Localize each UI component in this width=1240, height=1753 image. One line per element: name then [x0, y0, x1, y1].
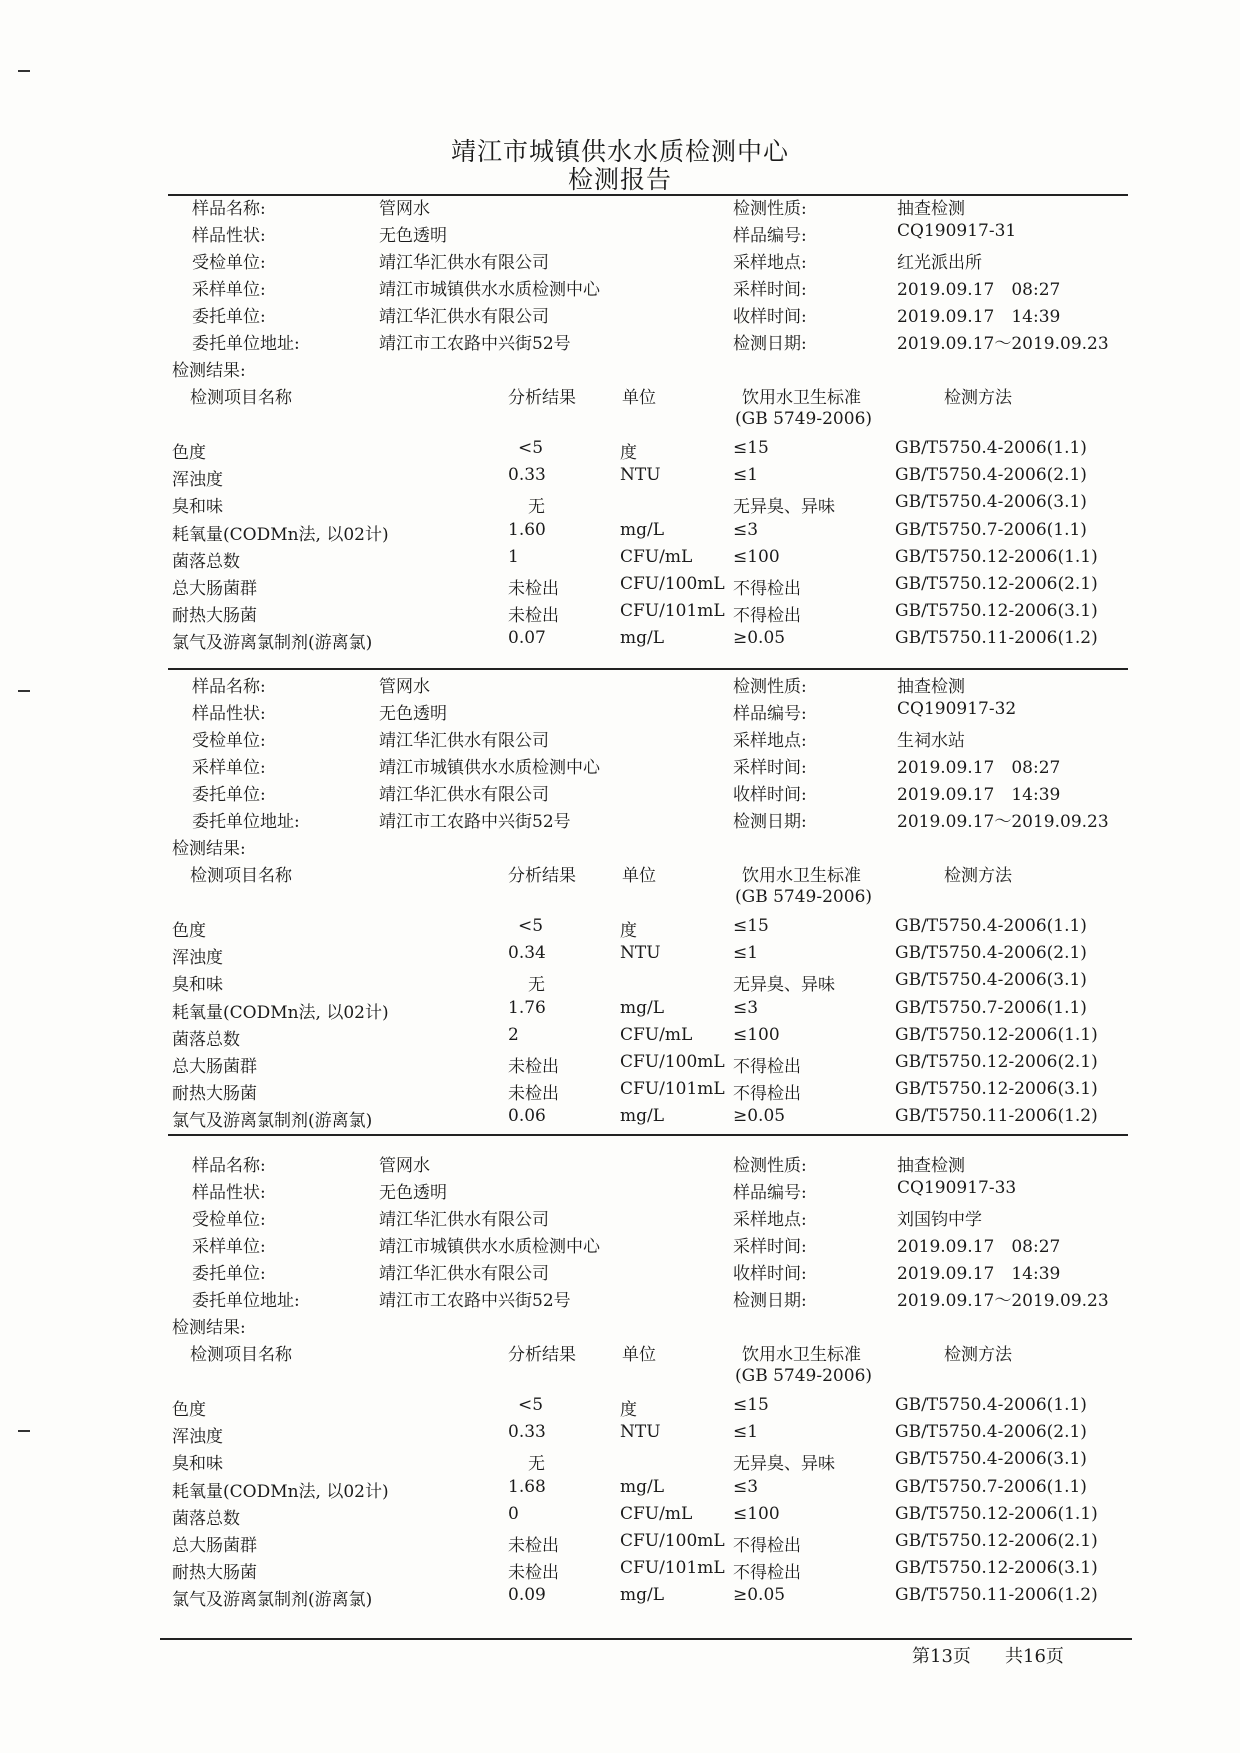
cell-unit: mg/L	[620, 628, 665, 649]
cell-method: GB/T5750.4-2006(1.1)	[895, 1395, 1087, 1415]
info-value: 生祠水站	[897, 731, 965, 751]
cell-item: 菌落总数	[172, 1029, 240, 1050]
info-row	[0, 699, 1240, 725]
cell-item: 菌落总数	[172, 1508, 240, 1529]
cell-standard: 不得检出	[733, 606, 801, 627]
cell-standard: ≤3	[733, 997, 759, 1018]
info-row	[0, 780, 1240, 806]
cell-item: 氯气及游离氯制剂(游离氯)	[172, 1111, 373, 1132]
cell-standard: 不得检出	[733, 579, 801, 599]
table-row	[0, 628, 1240, 654]
cell-unit: CFU/100mL	[620, 1052, 725, 1072]
header-unit: 单位	[622, 1345, 656, 1365]
info-value: 无色透明	[379, 226, 447, 246]
info-row	[0, 726, 1240, 752]
cell-standard: 不得检出	[733, 1084, 801, 1105]
cell-item: 色度	[172, 443, 206, 463]
info-row	[0, 1205, 1240, 1231]
cell-unit: mg/L	[620, 519, 665, 540]
info-value: 2019.09.17 14:39	[897, 307, 1061, 327]
info-label: 委托单位地址:	[192, 334, 300, 354]
table-row	[0, 1422, 1240, 1448]
table-row	[0, 1052, 1240, 1078]
cell-standard: ≤3	[733, 519, 759, 540]
table-header	[0, 861, 1240, 887]
info-label: 委托单位地址:	[192, 1291, 300, 1311]
info-row	[0, 1259, 1240, 1285]
info-label: 采样时间:	[733, 1237, 807, 1257]
cell-result: 1.68	[508, 1476, 546, 1497]
info-label: 受检单位:	[192, 1210, 266, 1230]
table-row	[0, 601, 1240, 627]
cell-unit: CFU/101mL	[620, 1079, 725, 1100]
info-label: 样品编号:	[733, 1183, 807, 1203]
cell-item: 耐热大肠菌	[172, 606, 257, 627]
cell-method: GB/T5750.4-2006(2.1)	[895, 1422, 1087, 1443]
info-value: 2019.09.17 14:39	[897, 1264, 1061, 1284]
cell-unit: NTU	[620, 1422, 661, 1443]
table-row	[0, 998, 1240, 1024]
info-label: 样品性状:	[192, 704, 266, 724]
cell-method: GB/T5750.4-2006(3.1)	[895, 1449, 1087, 1470]
cell-unit: 度	[620, 921, 637, 941]
table-row	[0, 1504, 1240, 1530]
cell-item: 臭和味	[172, 1454, 223, 1475]
cell-result: 0.07	[508, 628, 546, 649]
info-label: 受检单位:	[192, 253, 266, 273]
cell-method: GB/T5750.4-2006(1.1)	[895, 438, 1087, 458]
info-value: 2019.09.17 08:27	[897, 758, 1061, 778]
cell-unit: NTU	[620, 465, 661, 486]
cell-result: 0.34	[508, 943, 546, 964]
cell-unit: mg/L	[620, 1106, 665, 1127]
cell-result: 未检出	[508, 1563, 559, 1584]
cell-unit: mg/L	[620, 1585, 665, 1606]
cell-standard: ≤100	[733, 1503, 780, 1524]
info-label: 委托单位:	[192, 307, 266, 327]
cell-standard: ≤15	[733, 1395, 769, 1415]
table-row	[0, 1477, 1240, 1503]
cell-standard: ≥0.05	[733, 628, 786, 649]
cell-unit: 度	[620, 1400, 637, 1420]
cell-item: 浑浊度	[172, 948, 223, 969]
header-method: 检测方法	[944, 388, 1012, 408]
info-value: 刘国钧中学	[897, 1210, 982, 1230]
info-row	[0, 807, 1240, 833]
table-row	[0, 547, 1240, 573]
section-rule	[168, 1134, 1128, 1136]
cell-item: 总大肠菌群	[172, 1536, 257, 1556]
cell-standard: ≤15	[733, 916, 769, 936]
report-org-title: 靖江市城镇供水水质检测中心	[450, 137, 789, 166]
info-value: 管网水	[379, 199, 430, 219]
cell-result: 未检出	[508, 1084, 559, 1105]
header-item: 检测项目名称	[190, 388, 292, 408]
table-header-sub	[0, 1366, 1240, 1392]
table-header	[0, 1340, 1240, 1366]
table-row	[0, 1531, 1240, 1557]
table-row	[0, 970, 1240, 996]
cell-method: GB/T5750.7-2006(1.1)	[895, 997, 1087, 1018]
cell-item: 臭和味	[172, 975, 223, 996]
info-label: 检测日期:	[733, 812, 807, 832]
info-label: 采样单位:	[192, 280, 266, 300]
cell-item: 耗氧量(CODMn法, 以02计)	[172, 1481, 389, 1502]
cell-method: GB/T5750.4-2006(2.1)	[895, 943, 1087, 964]
cell-method: GB/T5750.12-2006(3.1)	[895, 1558, 1098, 1579]
table-row	[0, 1395, 1240, 1421]
info-label: 委托单位:	[192, 1264, 266, 1284]
cell-method: GB/T5750.4-2006(3.1)	[895, 492, 1087, 513]
cell-standard: ≤1	[733, 1422, 759, 1443]
page-number: 第13页	[912, 1646, 971, 1667]
cell-method: GB/T5750.11-2006(1.2)	[895, 628, 1098, 649]
info-label: 检测日期:	[733, 1291, 807, 1311]
cell-method: GB/T5750.12-2006(3.1)	[895, 1079, 1098, 1100]
cell-method: GB/T5750.12-2006(1.1)	[895, 546, 1098, 567]
header-unit: 单位	[622, 866, 656, 886]
info-label: 收样时间:	[733, 307, 807, 327]
table-row	[0, 1079, 1240, 1105]
cell-result: 1.60	[508, 519, 546, 540]
results-label: 检测结果:	[172, 839, 246, 859]
info-value: CQ190917-31	[897, 221, 1017, 241]
cell-result: 未检出	[508, 1536, 559, 1556]
info-label: 样品名称:	[192, 677, 266, 697]
info-value: 无色透明	[379, 1183, 447, 1203]
cell-standard: 无异臭、异味	[733, 497, 835, 518]
cell-item: 浑浊度	[172, 1427, 223, 1448]
cell-method: GB/T5750.11-2006(1.2)	[895, 1106, 1098, 1127]
info-label: 收样时间:	[733, 1264, 807, 1284]
cell-unit: mg/L	[620, 1476, 665, 1497]
cell-standard: 无异臭、异味	[733, 975, 835, 996]
table-row	[0, 916, 1240, 942]
cell-unit: CFU/101mL	[620, 601, 725, 622]
cell-unit: NTU	[620, 943, 661, 964]
info-label: 采样地点:	[733, 253, 807, 273]
cell-method: GB/T5750.4-2006(2.1)	[895, 465, 1087, 486]
cell-item: 菌落总数	[172, 551, 240, 572]
header-result: 分析结果	[508, 866, 576, 886]
info-value: 2019.09.17～2019.09.23	[897, 334, 1109, 354]
info-row	[0, 1178, 1240, 1204]
header-item: 检测项目名称	[190, 866, 292, 886]
cell-result: 无	[528, 1454, 545, 1475]
cell-standard: ≤3	[733, 1476, 759, 1497]
info-label: 委托单位地址:	[192, 812, 300, 832]
header-result: 分析结果	[508, 388, 576, 408]
cell-method: GB/T5750.12-2006(3.1)	[895, 601, 1098, 622]
header-standard-code: (GB 5749-2006)	[735, 1366, 873, 1386]
cell-result: 无	[528, 975, 545, 996]
info-value: CQ190917-32	[897, 699, 1017, 719]
cell-unit: CFU/mL	[620, 546, 693, 567]
info-value: 靖江市工农路中兴街52号	[379, 1291, 571, 1311]
info-value: 管网水	[379, 677, 430, 697]
cell-unit: CFU/101mL	[620, 1558, 725, 1579]
cell-standard: ≤100	[733, 546, 780, 567]
table-row	[0, 1585, 1240, 1611]
info-value: 2019.09.17 14:39	[897, 785, 1061, 805]
table-row	[0, 492, 1240, 518]
cell-result: 未检出	[508, 606, 559, 627]
info-label: 受检单位:	[192, 731, 266, 751]
info-value: CQ190917-33	[897, 1178, 1017, 1198]
info-value: 2019.09.17 08:27	[897, 1237, 1061, 1257]
info-value: 靖江市城镇供水水质检测中心	[379, 1237, 600, 1257]
table-row	[0, 520, 1240, 546]
header-standard-code: (GB 5749-2006)	[735, 887, 873, 907]
cell-standard: ≤1	[733, 465, 759, 486]
table-row	[0, 1558, 1240, 1584]
info-value: 2019.09.17 08:27	[897, 280, 1061, 300]
header-standard: 饮用水卫生标准	[742, 866, 861, 886]
cell-item: 氯气及游离氯制剂(游离氯)	[172, 1590, 373, 1611]
info-label: 样品性状:	[192, 1183, 266, 1203]
header-result: 分析结果	[508, 1345, 576, 1365]
cell-standard: 不得检出	[733, 1563, 801, 1584]
info-value: 靖江华汇供水有限公司	[379, 731, 549, 751]
cell-standard: ≤1	[733, 943, 759, 964]
info-value: 2019.09.17～2019.09.23	[897, 1291, 1109, 1311]
results-label: 检测结果:	[172, 1318, 246, 1338]
info-value: 2019.09.17～2019.09.23	[897, 812, 1109, 832]
info-row	[0, 1151, 1240, 1177]
info-value: 靖江华汇供水有限公司	[379, 1210, 549, 1230]
cell-item: 浑浊度	[172, 470, 223, 491]
info-label: 检测性质:	[733, 677, 807, 697]
info-value: 靖江市城镇供水水质检测中心	[379, 758, 600, 778]
cell-unit: CFU/mL	[620, 1024, 693, 1045]
page-total: 共16页	[1005, 1646, 1064, 1667]
cell-standard: ≤100	[733, 1024, 780, 1045]
info-label: 采样单位:	[192, 758, 266, 778]
cell-item: 耐热大肠菌	[172, 1084, 257, 1105]
cell-unit: CFU/100mL	[620, 1531, 725, 1551]
cell-unit: CFU/100mL	[620, 574, 725, 594]
info-value: 靖江华汇供水有限公司	[379, 785, 549, 805]
header-method: 检测方法	[944, 1345, 1012, 1365]
cell-method: GB/T5750.4-2006(1.1)	[895, 916, 1087, 936]
info-value: 抽查检测	[897, 199, 965, 219]
cell-item: 耗氧量(CODMn法, 以02计)	[172, 1002, 389, 1023]
cell-result: 无	[528, 497, 545, 518]
cell-method: GB/T5750.4-2006(3.1)	[895, 970, 1087, 991]
info-row	[0, 753, 1240, 779]
cell-standard: 不得检出	[733, 1536, 801, 1556]
header-standard-code: (GB 5749-2006)	[735, 409, 873, 429]
results-label-row	[0, 834, 1240, 860]
cell-item: 氯气及游离氯制剂(游离氯)	[172, 633, 373, 654]
info-value: 无色透明	[379, 704, 447, 724]
table-row	[0, 943, 1240, 969]
cell-unit: mg/L	[620, 997, 665, 1018]
info-label: 采样地点:	[733, 731, 807, 751]
cell-method: GB/T5750.11-2006(1.2)	[895, 1585, 1098, 1606]
info-row	[0, 1286, 1240, 1312]
cell-item: 臭和味	[172, 497, 223, 518]
cell-result: 0.09	[508, 1585, 546, 1606]
info-label: 检测性质:	[733, 199, 807, 219]
cell-result: <5	[518, 1395, 544, 1415]
cell-method: GB/T5750.12-2006(1.1)	[895, 1024, 1098, 1045]
cell-method: GB/T5750.12-2006(2.1)	[895, 1531, 1098, 1551]
cell-item: 色度	[172, 1400, 206, 1420]
info-value: 抽查检测	[897, 677, 965, 697]
cell-standard: ≥0.05	[733, 1585, 786, 1606]
cell-method: GB/T5750.12-2006(1.1)	[895, 1503, 1098, 1524]
cell-standard: ≤15	[733, 438, 769, 458]
info-row	[0, 1232, 1240, 1258]
cell-item: 耐热大肠菌	[172, 1563, 257, 1584]
info-label: 样品名称:	[192, 1156, 266, 1176]
info-label: 样品编号:	[733, 226, 807, 246]
cell-standard: 无异臭、异味	[733, 1454, 835, 1475]
cell-method: GB/T5750.12-2006(2.1)	[895, 1052, 1098, 1072]
info-label: 采样时间:	[733, 280, 807, 300]
footer-rule	[160, 1638, 1132, 1640]
section-rule	[168, 668, 1128, 670]
cell-standard: 不得检出	[733, 1057, 801, 1077]
cell-result: <5	[518, 916, 544, 936]
info-label: 委托单位:	[192, 785, 266, 805]
info-label: 检测日期:	[733, 334, 807, 354]
cell-method: GB/T5750.12-2006(2.1)	[895, 574, 1098, 594]
info-value: 靖江华汇供水有限公司	[379, 1264, 549, 1284]
table-row	[0, 1449, 1240, 1475]
info-label: 采样时间:	[733, 758, 807, 778]
info-value: 靖江华汇供水有限公司	[379, 307, 549, 327]
cell-standard: ≥0.05	[733, 1106, 786, 1127]
cell-item: 总大肠菌群	[172, 579, 257, 599]
info-label: 样品编号:	[733, 704, 807, 724]
cell-method: GB/T5750.7-2006(1.1)	[895, 1476, 1087, 1497]
cell-result: 0.33	[508, 465, 546, 486]
table-row	[0, 1106, 1240, 1132]
cell-method: GB/T5750.7-2006(1.1)	[895, 519, 1087, 540]
cell-unit: 度	[620, 443, 637, 463]
info-value: 管网水	[379, 1156, 430, 1176]
header-standard: 饮用水卫生标准	[742, 388, 861, 408]
table-row	[0, 574, 1240, 600]
info-value: 靖江华汇供水有限公司	[379, 253, 549, 273]
info-label: 样品名称:	[192, 199, 266, 219]
cell-result: 未检出	[508, 1057, 559, 1077]
cell-result: 1.76	[508, 997, 546, 1018]
info-label: 采样单位:	[192, 1237, 266, 1257]
cell-result: 0	[508, 1503, 519, 1524]
header-standard: 饮用水卫生标准	[742, 1345, 861, 1365]
cell-result: 0.06	[508, 1106, 546, 1127]
table-header-sub	[0, 887, 1240, 913]
info-label: 样品性状:	[192, 226, 266, 246]
cell-item: 总大肠菌群	[172, 1057, 257, 1077]
cell-item: 色度	[172, 921, 206, 941]
info-value: 靖江市城镇供水水质检测中心	[379, 280, 600, 300]
cell-result: 0.33	[508, 1422, 546, 1443]
results-label-row	[0, 1313, 1240, 1339]
info-value: 靖江市工农路中兴街52号	[379, 812, 571, 832]
cell-result: 1	[508, 546, 519, 567]
info-row	[0, 672, 1240, 698]
info-value: 靖江市工农路中兴街52号	[379, 334, 571, 354]
cell-unit: CFU/mL	[620, 1503, 693, 1524]
info-value: 红光派出所	[897, 253, 982, 273]
info-label: 采样地点:	[733, 1210, 807, 1230]
header-item: 检测项目名称	[190, 1345, 292, 1365]
info-label: 检测性质:	[733, 1156, 807, 1176]
cell-result: 2	[508, 1024, 519, 1045]
cell-result: 未检出	[508, 579, 559, 599]
report-title: 检测报告	[567, 165, 672, 194]
header-unit: 单位	[622, 388, 656, 408]
results-label: 检测结果:	[172, 361, 246, 381]
table-row	[0, 1025, 1240, 1051]
cell-item: 耗氧量(CODMn法, 以02计)	[172, 524, 389, 545]
info-label: 收样时间:	[733, 785, 807, 805]
info-value: 抽查检测	[897, 1156, 965, 1176]
header-method: 检测方法	[944, 866, 1012, 886]
cell-result: <5	[518, 438, 544, 458]
